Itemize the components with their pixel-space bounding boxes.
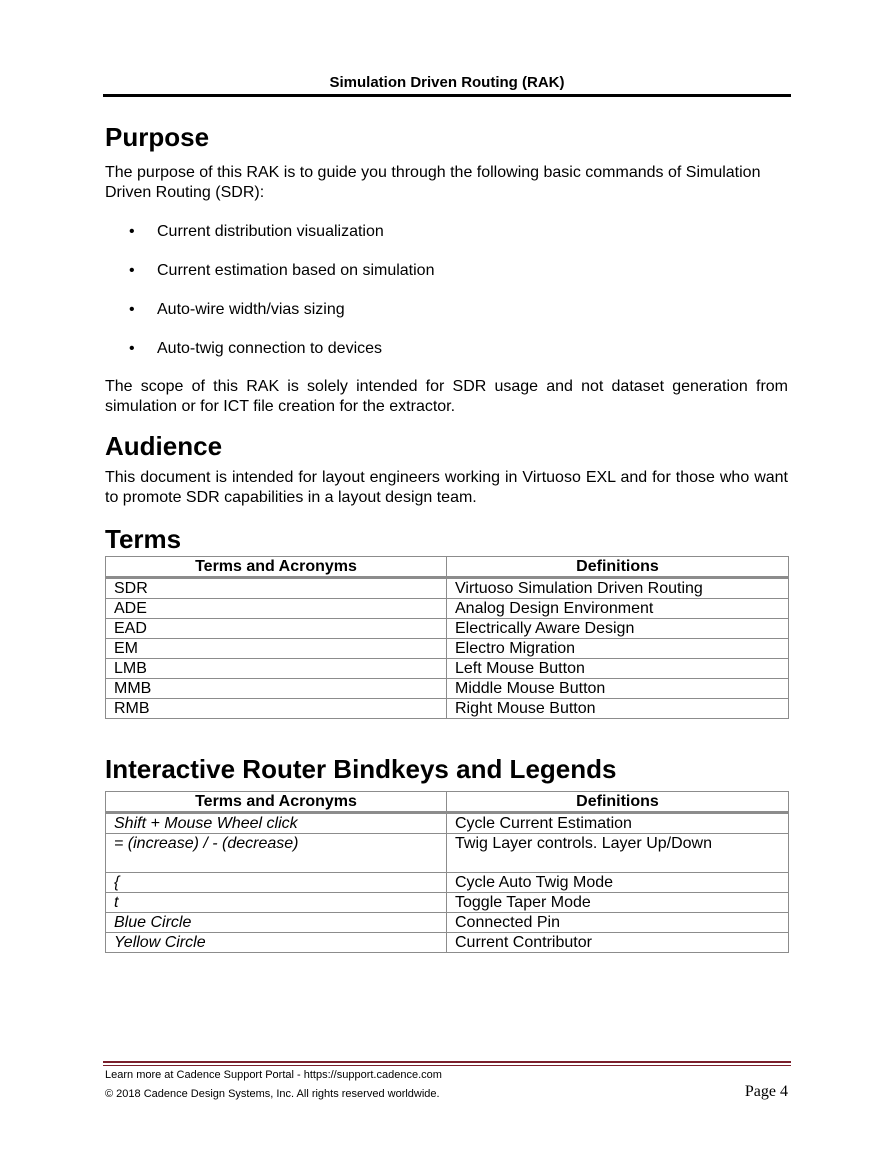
table-row bbox=[106, 679, 789, 699]
terms-heading: Terms bbox=[105, 524, 182, 554]
definition-cell: Left Mouse Button bbox=[447, 659, 789, 679]
terms-column-header: Terms and Acronyms bbox=[106, 792, 447, 813]
term-cell: EAD bbox=[106, 619, 447, 639]
table-row bbox=[106, 639, 789, 659]
footer-support-link-text: Learn more at Cadence Support Portal - https://support.cadence.com bbox=[105, 1069, 442, 1081]
table-row bbox=[106, 834, 789, 873]
table-row bbox=[106, 619, 789, 639]
definition-cell: Analog Design Environment bbox=[447, 599, 789, 619]
term-cell: { bbox=[106, 873, 447, 893]
table-row bbox=[106, 933, 789, 953]
footer-rule bbox=[103, 1061, 791, 1063]
term-cell: SDR bbox=[106, 578, 447, 599]
table-row bbox=[106, 659, 789, 679]
bindkeys-table bbox=[105, 791, 789, 953]
page-number: Page 4 bbox=[744, 1083, 788, 1100]
term-cell: Shift + Mouse Wheel click bbox=[106, 813, 447, 834]
term-cell: Yellow Circle bbox=[106, 933, 447, 953]
term-cell: Blue Circle bbox=[106, 913, 447, 933]
purpose-bullet-list bbox=[105, 222, 788, 359]
table-header-row bbox=[106, 792, 789, 813]
term-cell: ADE bbox=[106, 599, 447, 619]
bindkeys-heading: Interactive Router Bindkeys and Legends bbox=[105, 754, 617, 784]
list-item: • Auto-twig connection to devices bbox=[105, 339, 788, 359]
term-cell: RMB bbox=[106, 699, 447, 719]
purpose-intro: The purpose of this RAK is to guide you through the following basic commands of Simulation Driven Routing (SDR): bbox=[105, 164, 761, 201]
purpose-scope: The scope of this RAK is solely intended for SDR usage and not dataset generation from simulation or for ICT file creation for the extractor. bbox=[105, 378, 788, 415]
definitions-column-header: Definitions bbox=[447, 792, 789, 813]
term-cell: t bbox=[106, 893, 447, 913]
table-row bbox=[106, 599, 789, 619]
table-row bbox=[106, 913, 789, 933]
audience-heading: Audience bbox=[105, 431, 223, 461]
table-header-row bbox=[106, 557, 789, 578]
table-row bbox=[106, 813, 789, 834]
definition-cell: Cycle Auto Twig Mode bbox=[447, 873, 789, 893]
definition-cell: Virtuoso Simulation Driven Routing bbox=[447, 578, 789, 599]
definition-cell: Connected Pin bbox=[447, 913, 789, 933]
audience-text: This document is intended for layout engineers working in Virtuoso EXL and for those who want to promote SDR capabilities in a layout design team. bbox=[105, 469, 788, 506]
definitions-column-header: Definitions bbox=[447, 557, 789, 578]
definition-cell: Electrically Aware Design bbox=[447, 619, 789, 639]
running-header: Simulation Driven Routing (RAK) bbox=[329, 74, 565, 91]
definition-cell: Electro Migration bbox=[447, 639, 789, 659]
terms-column-header: Terms and Acronyms bbox=[106, 557, 447, 578]
table-row bbox=[106, 893, 789, 913]
definition-cell: Twig Layer controls. Layer Up/Down bbox=[447, 834, 789, 873]
footer-rule bbox=[103, 1065, 791, 1066]
table-row bbox=[106, 578, 789, 599]
definition-cell: Toggle Taper Mode bbox=[447, 893, 789, 913]
list-item: • Current distribution visualization bbox=[105, 222, 788, 242]
page-content bbox=[105, 118, 788, 953]
term-cell: MMB bbox=[106, 679, 447, 699]
term-cell: LMB bbox=[106, 659, 447, 679]
definition-cell: Middle Mouse Button bbox=[447, 679, 789, 699]
definition-cell: Cycle Current Estimation bbox=[447, 813, 789, 834]
term-cell: EM bbox=[106, 639, 447, 659]
footer-copyright: © 2018 Cadence Design Systems, Inc. All rights reserved worldwide. bbox=[105, 1088, 440, 1100]
list-item: • Auto-wire width/vias sizing bbox=[105, 300, 788, 320]
list-item: • Current estimation based on simulation bbox=[105, 261, 788, 281]
definition-cell: Current Contributor bbox=[447, 933, 789, 953]
table-row bbox=[106, 873, 789, 893]
header-rule bbox=[103, 94, 791, 97]
definition-cell: Right Mouse Button bbox=[447, 699, 789, 719]
term-cell: = (increase) / - (decrease) bbox=[106, 834, 447, 873]
terms-table bbox=[105, 556, 789, 719]
table-row bbox=[106, 699, 789, 719]
purpose-heading: Purpose bbox=[105, 122, 210, 152]
